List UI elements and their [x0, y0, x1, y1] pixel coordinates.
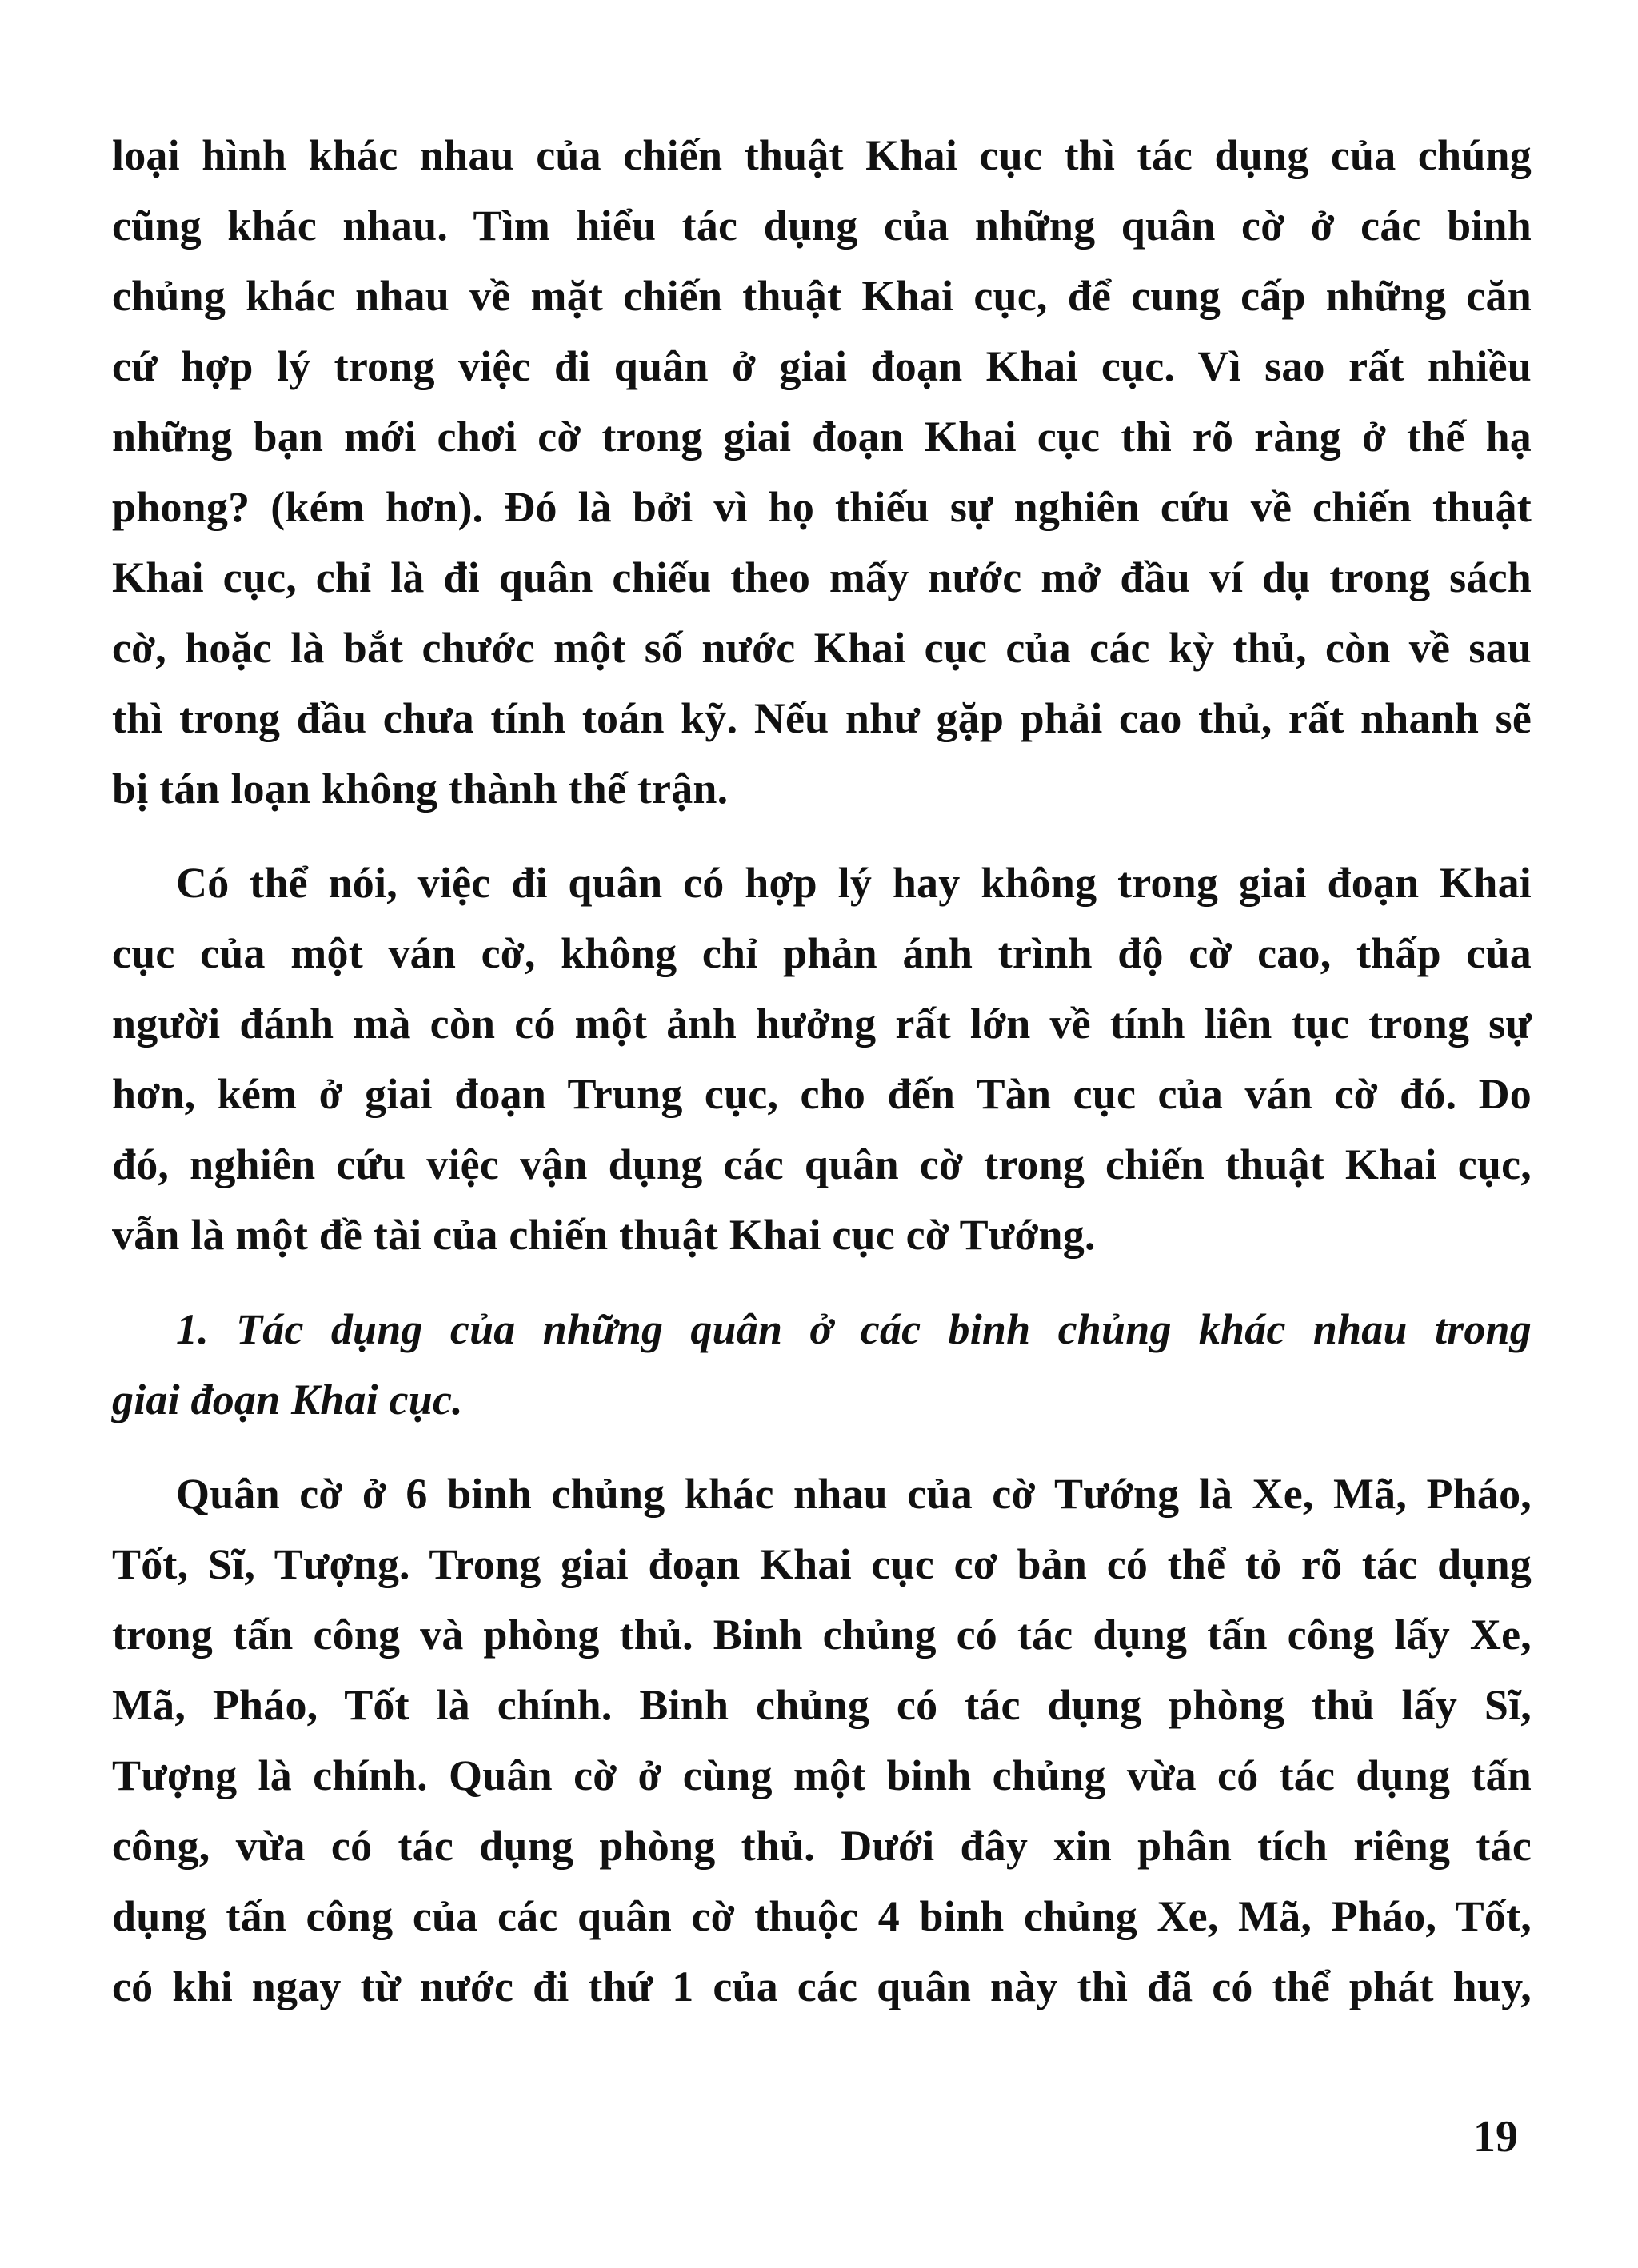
paragraph-1: [112, 120, 1532, 824]
paragraph-2: [112, 848, 1532, 1270]
text-line: Có thể nói, việc đi quân có hợp lý hay không trong giai đoạn Khai: [176, 859, 1532, 907]
text-line: chủng khác nhau về mặt chiến thuật Khai cục, để cung cấp những căn: [112, 272, 1532, 320]
text-line: dụng tấn công của các quân cờ thuộc 4 binh chủng Xe, Mã, Pháo, Tốt,: [112, 1892, 1532, 1940]
text-line: loại hình khác nhau của chiến thuật Khai cục thì tác dụng của chúng: [112, 131, 1532, 179]
text-line: Khai cục, chỉ là đi quân chiếu theo mấy nước mở đầu ví dụ trong sách: [112, 553, 1532, 601]
text-line: cũng khác nhau. Tìm hiểu tác dụng của những quân cờ ở các binh: [112, 202, 1532, 250]
page-body: [112, 120, 1532, 2022]
text-line: cứ hợp lý trong việc đi quân ở giai đoạn Khai cục. Vì sao rất nhiều: [112, 342, 1532, 390]
text-line: cờ, hoặc là bắt chước một số nước Khai cục của các kỳ thủ, còn về sau: [112, 624, 1532, 672]
text-line: hơn, kém ở giai đoạn Trung cục, cho đến Tàn cục của ván cờ đó. Do: [112, 1070, 1532, 1118]
text-line: phong? (kém hơn). Đó là bởi vì họ thiếu sự nghiên cứu về chiến thuật: [112, 483, 1532, 531]
text-line: trong tấn công và phòng thủ. Binh chủng có tác dụng tấn công lấy Xe,: [112, 1611, 1532, 1659]
text-line: Tượng là chính. Quân cờ ở cùng một binh chủng vừa có tác dụng tấn: [112, 1751, 1532, 1799]
paragraph-3: [112, 1459, 1532, 2022]
heading-line: 1. Tác dụng của những quân ở các binh chủng khác nhau trong: [176, 1305, 1532, 1353]
text-line: đó, nghiên cứu việc vận dụng các quân cờ trong chiến thuật Khai cục,: [112, 1140, 1532, 1188]
text-line: cục của một ván cờ, không chỉ phản ánh trình độ cờ cao, thấp của: [112, 929, 1532, 977]
text-line: Mã, Pháo, Tốt là chính. Binh chủng có tác dụng phòng thủ lấy Sĩ,: [112, 1681, 1532, 1729]
text-line: vẫn là một đề tài của chiến thuật Khai cục cờ Tướng.: [112, 1211, 1096, 1259]
text-line: những bạn mới chơi cờ trong giai đoạn Khai cục thì rõ ràng ở thế hạ: [112, 413, 1532, 461]
text-line: Quân cờ ở 6 binh chủng khác nhau của cờ Tướng là Xe, Mã, Pháo,: [176, 1470, 1532, 1518]
section-heading: [112, 1294, 1532, 1435]
page-number: 19: [1473, 2112, 1518, 2162]
text-line: thì trong đầu chưa tính toán kỹ. Nếu như gặp phải cao thủ, rất nhanh sẽ: [112, 694, 1532, 742]
text-line: người đánh mà còn có một ảnh hưởng rất lớn về tính liên tục trong sự: [112, 1000, 1532, 1048]
text-line: có khi ngay từ nước đi thứ 1 của các quân này thì đã có thể phát huy,: [112, 1963, 1532, 2010]
text-line: bị tán loạn không thành thế trận.: [112, 765, 729, 813]
text-line: công, vừa có tác dụng phòng thủ. Dưới đây xin phân tích riêng tác: [112, 1822, 1532, 1870]
heading-line: giai đoạn Khai cục.: [112, 1376, 463, 1423]
text-line: Tốt, Sĩ, Tượng. Trong giai đoạn Khai cục cơ bản có thể tỏ rõ tác dụng: [112, 1540, 1532, 1588]
